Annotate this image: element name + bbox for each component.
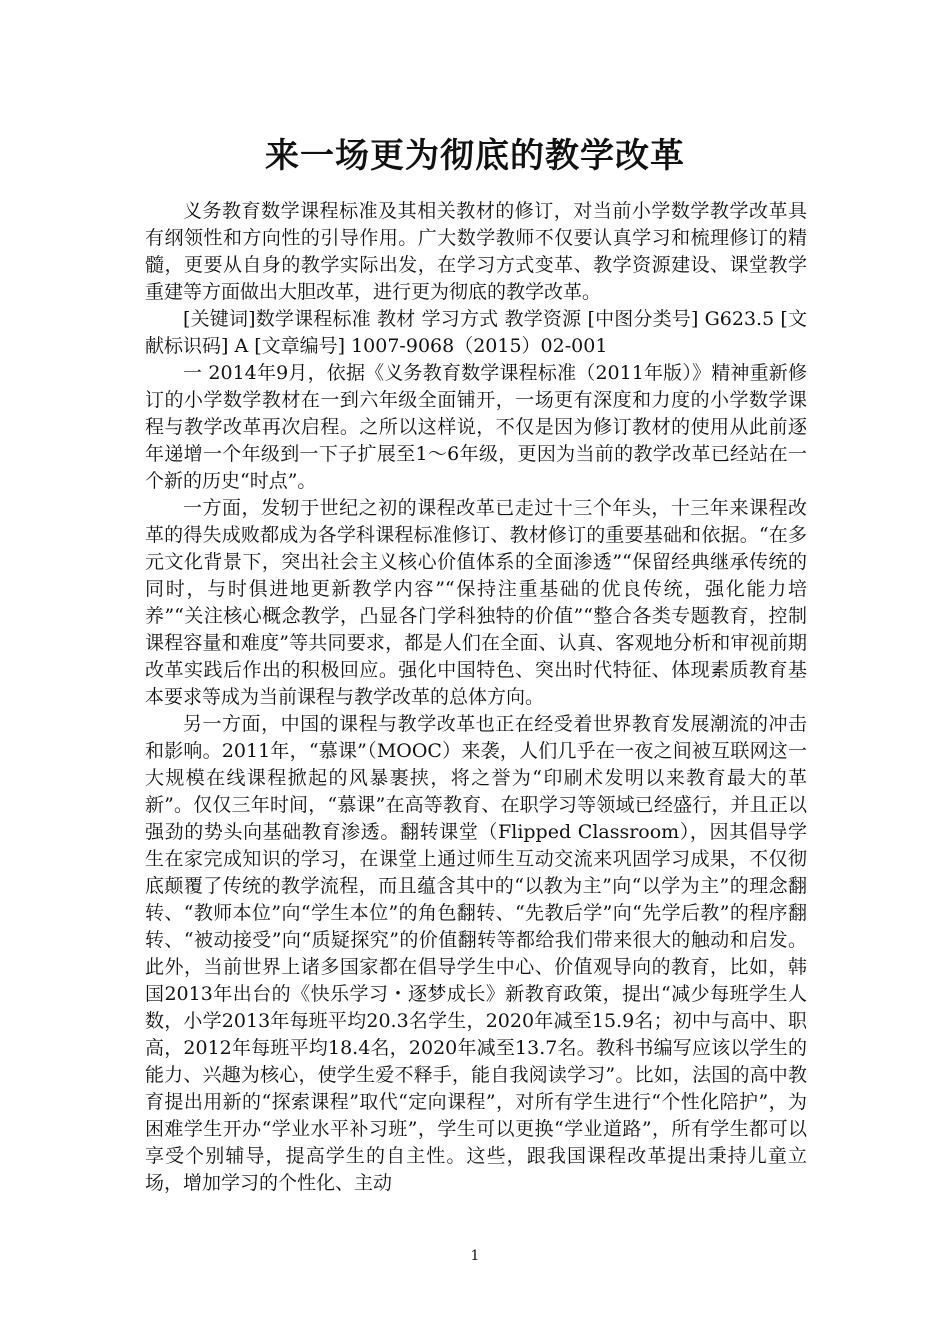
body-paragraph: 另一方面，中国的课程与教学改革也正在经受着世界教育发展潮流的冲击和影响。2011年，“慕课”（MOOC）来袭，人们几乎在一夜之间被互联网这一大规模在线课程掀起的风暴裹挟，将之誉为“印刷术发明以来教育最大的革新”。仅仅三年时间，“慕课”在高等教育、在职学习等领域已经盛行，并且正以强劲的势头向基础教育渗透。翻转课堂（Flipped Classroom），因其倡导学生在家完成知识的学习，在课堂上通过师生互动交流来巩固学习成果，不仅彻底颠覆了传统的教学流程，而且蕴含其中的“以教为主”向“以学为主”的理念翻转、“教师本位”向“学生本位”的角色翻转、“先教后学”向“先学后教”的程序翻转、“被动接受”向“质疑探究”的价值翻转等都给我们带来很大的触动和启发。此外，当前世界上诸多国家都在倡导学生中心、价值观导向的教育，比如，韩国2013年出台的《快乐学习・逐梦成长》新教育政策，提出“减少每班学生人数，小学2013年每班平均20.3名学生，2020年减至15.9名；初中与高中、职高，2012年每班平均18.4名，2020年减至13.7名。教科书编写应该以学生的能力、兴趣为核心，使学生爱不释手，能自我阅读学习”。比如，法国的高中教育提出用新的“探索课程”取代“定向课程”，对所有学生进行“个性化陪护”，为困难学生开办“学业水平补习班”，学生可以更换“学业道路”，所有学生都可以享受个别辅导，提高学生的自主性。这些，跟我国课程改革提出秉持儿童立场，增加学习的个性化、主动 [145, 713, 807, 1194]
abstract-paragraph: 义务教育数学课程标准及其相关教材的修订，对当前小学数学教学改革具有纲领性和方向性的引导作用。广大数学教师不仅要认真学习和梳理修订的精髓，更要从自身的教学实际出发，在学习方式变革、教学资源建设、课堂教学重建等方面做出大胆改革，进行更为彻底的教学改革。 [145, 200, 807, 303]
document-body [145, 198, 807, 1197]
body-paragraph: 一 2014年9月，依据《义务教育数学课程标准（2011年版）》精神重新修订的小学数学教材在一到六年级全面铺开，一场更有深度和力度的小学数学课程与教学改革再次启程。之所以这样说，不仅是因为修订教材的使用从此前逐年递增一个年级到一下子扩展至1～6年级，更因为当前的教学改革已经站在一个新的历史“时点”。 [145, 362, 807, 492]
page-number: 1 [470, 1248, 480, 1264]
document-title: 来一场更为彻底的教学改革 [265, 136, 685, 176]
body-paragraph: 一方面，发轫于世纪之初的课程改革已走过十三个年头，十三年来课程改革的得失成败都成为各学科课程标准修订、教材修订的重要基础和依据。“在多元文化背景下，突出社会主义核心价值体系的全面渗透”“保留经典继承传统的同时，与时俱进地更新教学内容”“保持注重基础的优良传统，强化能力培养”“关注核心概念教学，凸显各门学科独特的价值”“整合各类专题教育，控制课程容量和难度”等共同要求，都是人们在全面、认真、客观地分析和审视前期改革实践后作出的积极回应。强化中国特色、突出时代特征、体现素质教育基本要求等成为当前课程与教学改革的总体方向。 [145, 497, 807, 708]
keywords-paragraph: [关键词]数学课程标准 教材 学习方式 教学资源 [中图分类号] G623.5 [文献标识码] A [文章编号] 1007-9068（2015）02-001 [145, 308, 807, 357]
